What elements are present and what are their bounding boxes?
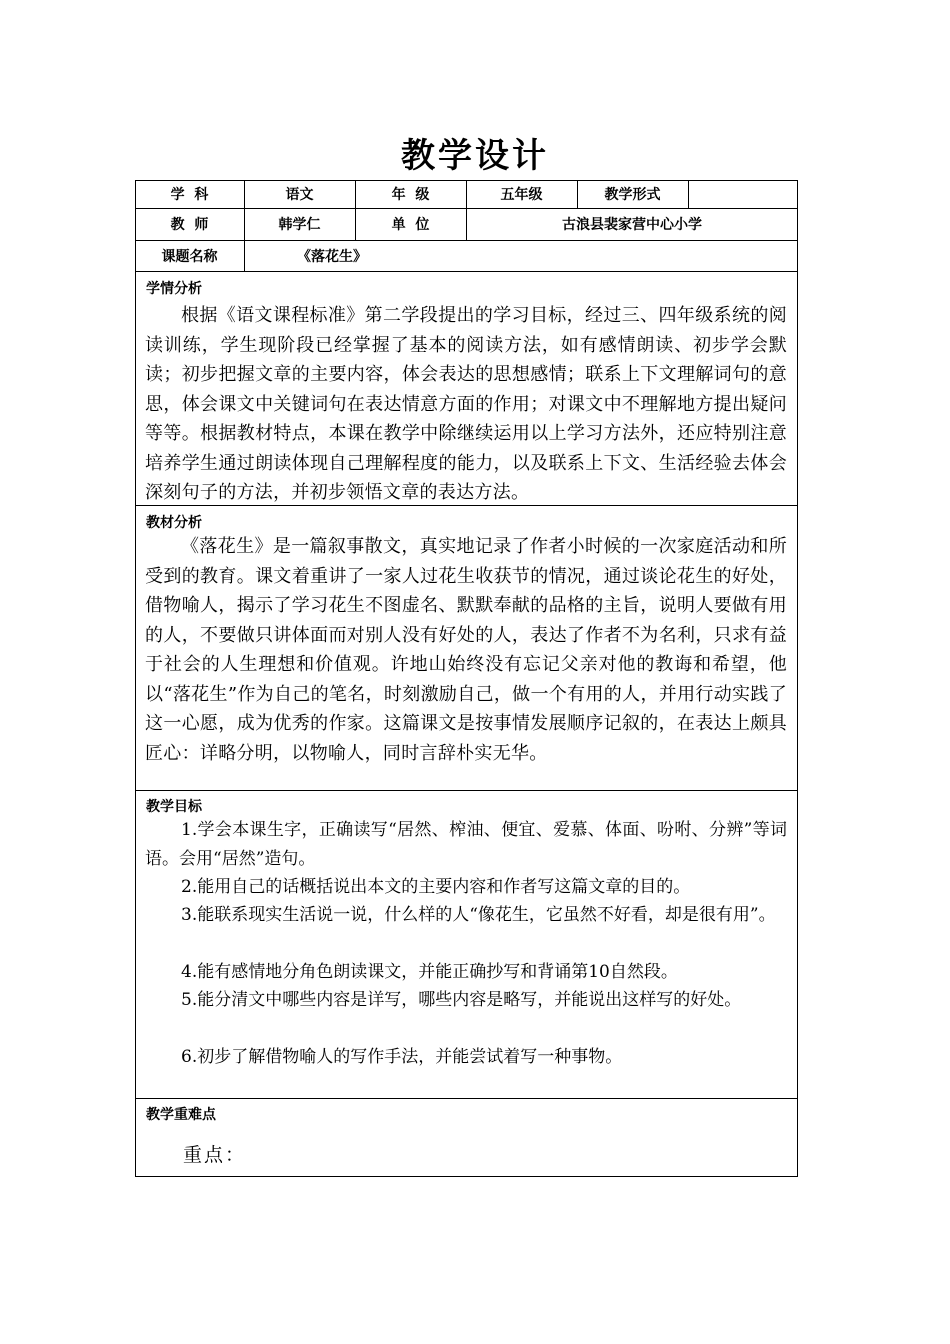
row-divider	[135, 790, 798, 791]
lesson-plan-table	[135, 180, 798, 1177]
teacher-label: 教 师	[170, 217, 209, 233]
unit-value: 古浪县裴家营中心小学	[562, 217, 702, 233]
key-points-title: 教学重难点	[146, 1107, 216, 1123]
goal-item-2: 2.能用自己的话概括说出本文的主要内容和作者写这篇文章的目的。	[181, 877, 691, 897]
subject-label: 学 科	[170, 187, 209, 203]
lesson-title-value: 《落花生》	[297, 248, 367, 265]
teacher-value: 韩学仁	[278, 217, 321, 233]
goal-item-4: 4.能有感情地分角色朗读课文，并能正确抄写和背诵第10自然段。	[181, 962, 678, 982]
material-analysis-title: 教材分析	[146, 515, 202, 531]
goal-item-1: 1.学会本课生字，正确读写“居然、榨油、便宜、爱慕、体面、吩咐、分辨”等词语。会用“居然”造句。	[145, 820, 787, 869]
unit-label: 单 位	[391, 217, 430, 233]
grade-label: 年 级	[391, 187, 430, 203]
material-analysis-body: 《落花生》是一篇叙事散文，真实地记录了作者小时候的一次家庭活动和所受到的教育。课文着重讲了一家人过花生收获节的情况，通过谈论花生的好处，借物喻人，揭示了学习花生不图虚名、默默奉献的品格的主旨，说明人要做有用的人，不要做只讲体面而对别人没有好处的人，表达了作者不为名利，只求有益于社会的人生理想和价值观。许地山始终没有忘记父亲对他的教诲和希望，他以“落花生”作为自己的笔名，时刻激励自己，做一个有用的人，并用行动实践了这一心愿，成为优秀的作家。这篇课文是按事情发展顺序记叙的，在表达上颇具匠心：详略分明，以物喻人，同时言辞朴实无华。	[145, 536, 787, 764]
teaching-goals-title: 教学目标	[146, 799, 202, 815]
student-analysis-body: 根据《语文课程标准》第二学段提出的学习目标，经过三、四年级系统的阅读训练，学生现阶段已经掌握了基本的阅读方法，如有感情朗读、初步学会默读；初步把握文章的主要内容，体会表达的思想感情；联系上下文理解词句的意思，体会课文中关键词句在表达情意方面的作用；对课文中不理解地方提出疑问等等。根据教材特点，本课在教学中除继续运用以上学习方法外，还应特别注意培养学生通过朗读体现自己理解程度的能力，以及联系上下文、生活经验去体会深刻句子的方法，并初步领悟文章的表达方法。	[145, 305, 787, 503]
focus-label: 重点：	[183, 1144, 247, 1166]
row-divider	[135, 1098, 798, 1099]
row-divider	[135, 271, 798, 272]
goal-item-5: 5.能分清文中哪些内容是详写，哪些内容是略写，并能说出这样写的好处。	[181, 990, 742, 1010]
grade-value: 五年级	[500, 187, 543, 203]
lesson-title-label: 课题名称	[161, 248, 218, 265]
teaching-form-value	[688, 180, 798, 208]
goal-item-3: 3.能联系现实生活说一说，什么样的人“像花生，它虽然不好看，却是很有用”。	[181, 905, 776, 925]
page-title: 教学设计	[401, 136, 549, 176]
student-analysis-title: 学情分析	[146, 281, 202, 297]
subject-value: 语文	[285, 187, 314, 203]
goal-item-6: 6.初步了解借物喻人的写作手法，并能尝试着写一种事物。	[181, 1047, 623, 1067]
teaching-form-label: 教学形式	[604, 187, 661, 203]
